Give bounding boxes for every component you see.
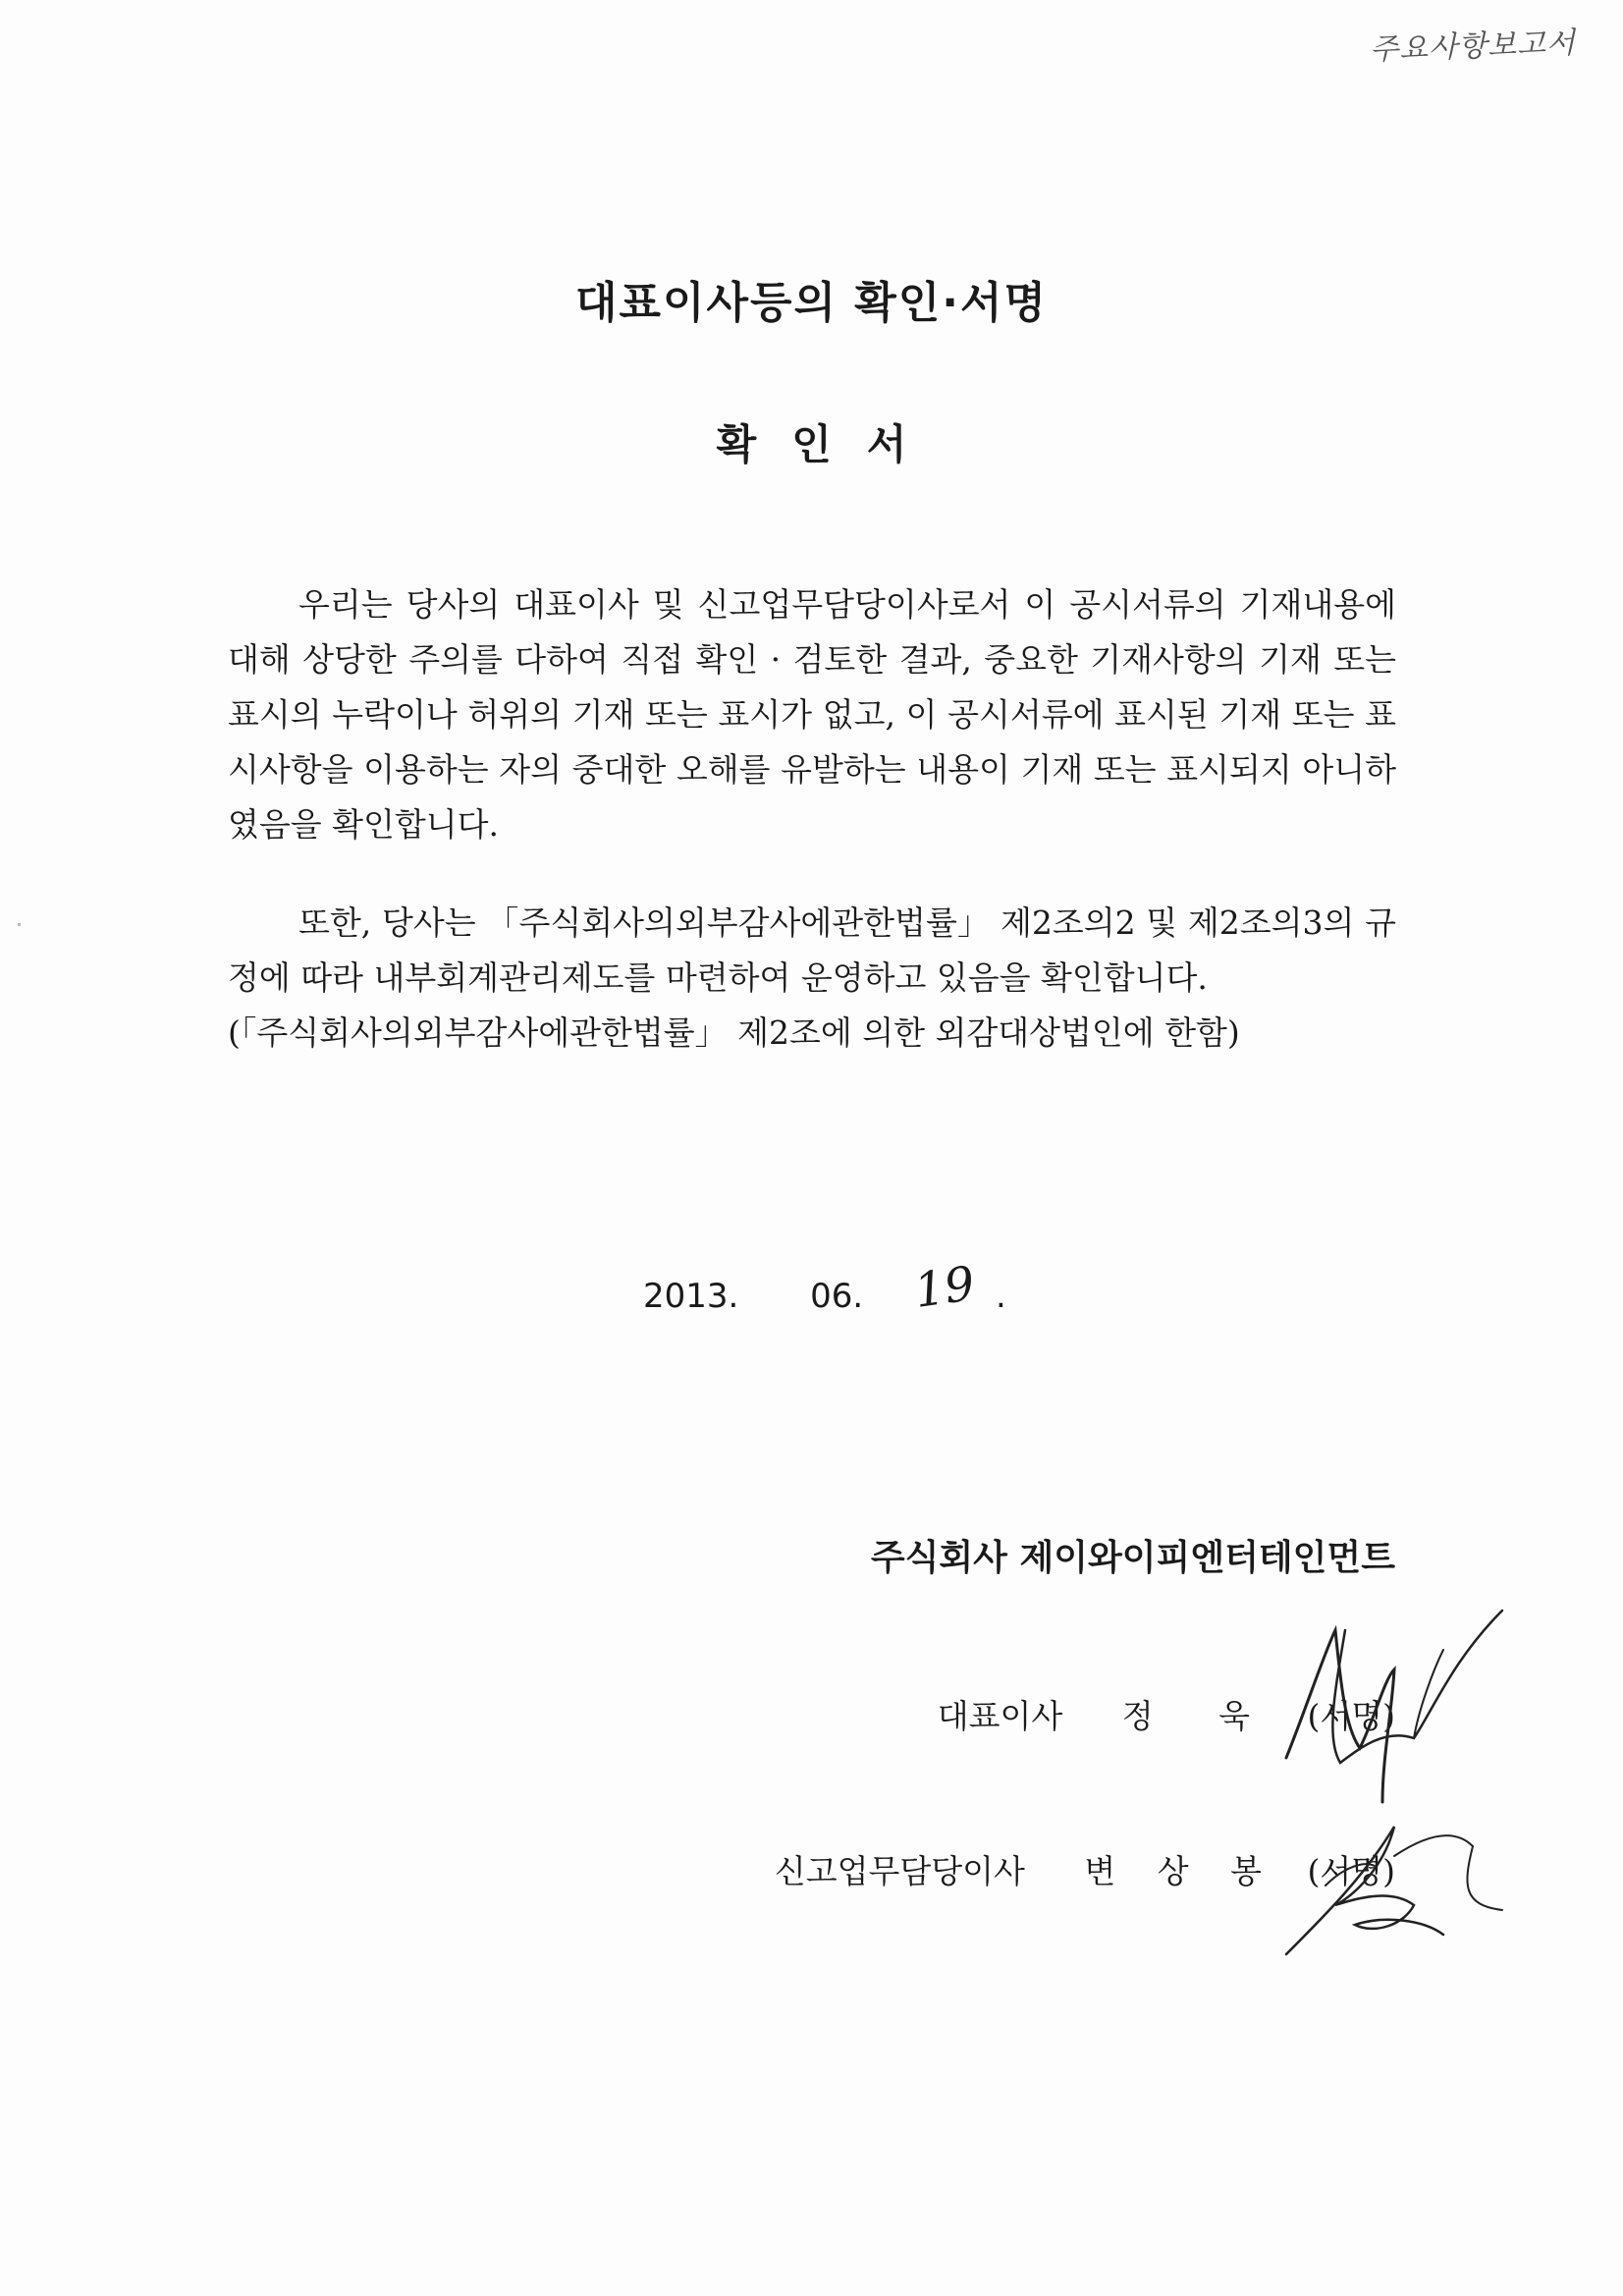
signature-mark-label: (서명) — [1307, 1852, 1395, 1890]
internal-control-paragraph — [228, 896, 1396, 1006]
signatory-role: 대표이사 — [937, 1697, 1063, 1735]
signature-mark-label: (서명) — [1307, 1697, 1395, 1735]
confirmation-paragraph — [228, 577, 1396, 852]
company-name: 주식회사 제이와이피엔터테인먼트 — [870, 1538, 1395, 1578]
document-title: 대표이사등의 확인·서명 — [574, 278, 1049, 328]
signatory-disclosure-officer — [775, 1846, 1395, 1892]
signatory-ceo — [938, 1691, 1395, 1737]
date-dot: . — [995, 1277, 1006, 1316]
document-subtitle: 확인서 — [716, 420, 943, 468]
date-month: 06. — [810, 1277, 864, 1316]
signing-date — [643, 1256, 1006, 1320]
confirmation-paragraph-text: 우리는 당사의 대표이사 및 신고업무담당이사로서 이 공시서류의 기재내용에 대해 상당한 주의를 다하여 직접 확인 · 검토한 결과, 중요한 기재사항의 기재 또는 표시의 누락이나 허위의 기재 또는 표시가 없고, 이 공시서류에 표시된 기재 또는 표시사항을 이용하는 자의 중대한 오해를 유발하는 내용이 기재 또는 표시되지 아니하였음을 확인합니다. — [228, 585, 1396, 844]
signatory-name: 변 상 봉 — [1084, 1852, 1277, 1890]
date-year: 2013. — [643, 1277, 739, 1316]
signatory-name: 정 욱 — [1121, 1697, 1277, 1735]
scan-speck — [18, 923, 21, 926]
applicability-note: (「주식회사의외부감사에관한법률」 제2조에 의한 외감대상법인에 한함) — [228, 1013, 1240, 1052]
signatory-role: 신고업무담당이사 — [774, 1852, 1025, 1890]
date-day-handwritten: 19 — [910, 1256, 979, 1320]
handwritten-corner-note: 주요사항보고서 — [1369, 26, 1577, 68]
internal-control-paragraph-text: 또한, 당사는 「주식회사의외부감사에관한법률」 제2조의2 및 제2조의3의 규정에 따라 내부회계관리제도를 마련하여 운영하고 있음을 확인합니다. — [228, 903, 1396, 997]
